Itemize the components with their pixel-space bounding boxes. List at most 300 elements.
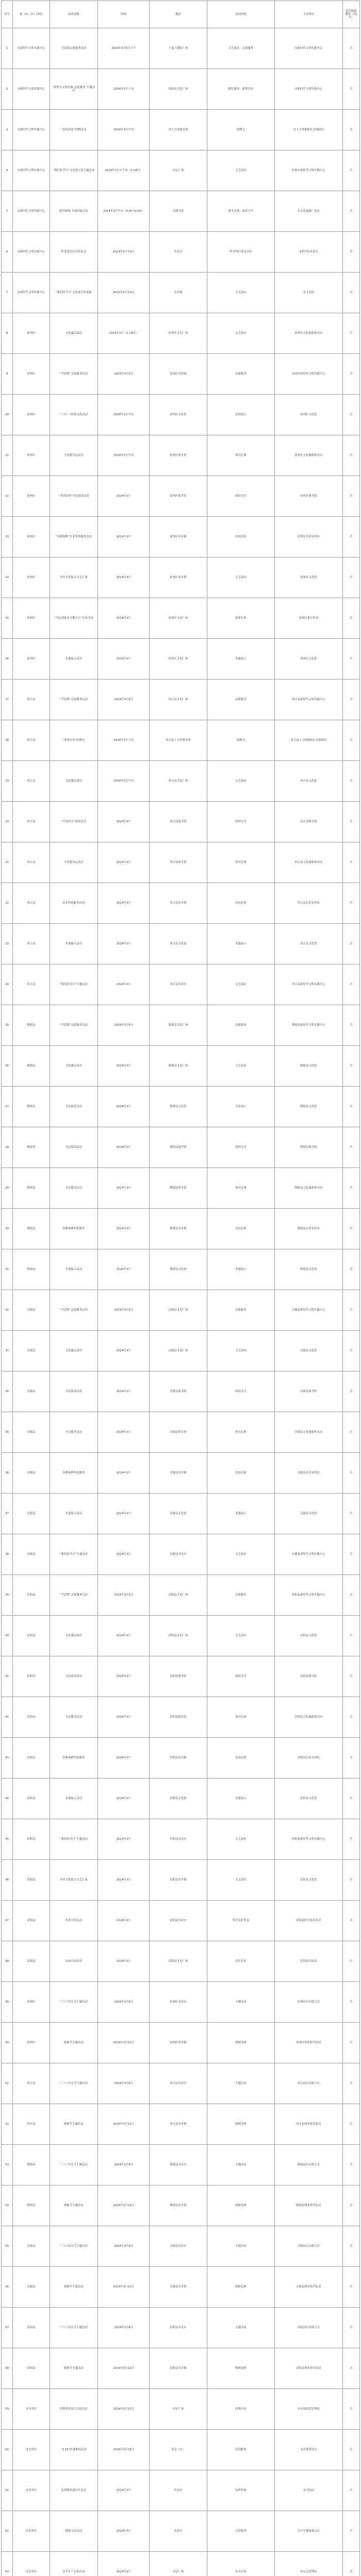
table-row [2, 2308, 360, 2348]
row-organizer: 泾源县文化馆 [275, 1494, 342, 1534]
row-time: 2024年3月 [98, 1941, 150, 1982]
row-location: 隆德县图书馆 [150, 1127, 207, 1168]
row-area: 隆德县 [13, 1249, 50, 1290]
row-area: 原州区 [13, 476, 50, 517]
row-time: 2024年3月 [98, 1901, 150, 1941]
table-row [2, 1738, 360, 1778]
row-number: 54 [2, 2185, 13, 2226]
row-time: 2024年3月 [98, 1453, 150, 1494]
row-organizer: 市市场监督管理局 [275, 2389, 342, 2430]
row-organizer: 市科学技术协会 [275, 232, 342, 273]
row-organizer: 西吉县人力资源和社会保障局 [275, 720, 342, 761]
row-number: 46 [2, 1860, 13, 1901]
row-activity-name: “三八”妇女节主题活动 [50, 2145, 98, 2185]
row-content: 志愿服务 [207, 1575, 274, 1616]
row-fee: 否 [342, 1982, 359, 2023]
row-area: 隆德县 [13, 1087, 50, 1127]
row-organizer: 隆德县文化旅游体育局 [275, 1168, 342, 1209]
row-fee: 否 [342, 924, 359, 964]
row-time: 2024年3月 [98, 2552, 150, 2576]
row-number: 19 [2, 761, 13, 802]
row-area: 原州区 [13, 598, 50, 639]
row-content: 志愿服务 [207, 1005, 274, 1046]
row-number: 7 [2, 273, 13, 313]
row-fee: 否 [342, 2511, 359, 2552]
row-time: 2024年3月8日 [98, 2145, 150, 2185]
row-number: 4 [2, 150, 13, 191]
table-row [2, 1249, 360, 1290]
row-area: 西吉县 [13, 964, 50, 1005]
row-time: 2024年3月5日 [98, 1575, 150, 1616]
row-number: 39 [2, 1575, 13, 1616]
row-fee: 否 [342, 313, 359, 354]
table-row [2, 1290, 360, 1331]
row-area: 市新时代文明实践中心 [13, 150, 50, 191]
row-content: 非遗展示 [207, 1249, 274, 1290]
row-organizer: 市应急管理局 [275, 2552, 342, 2576]
row-area: 彭阳县 [13, 1656, 50, 1697]
table-row [2, 476, 360, 517]
row-content: 图书交换、阅读分享 [207, 191, 274, 232]
row-number: 13 [2, 517, 13, 557]
header-content: 活动内容 [207, 1, 274, 28]
row-activity-name: 春耕备耕科技服务 [50, 1738, 98, 1778]
row-location: 泾源县文化馆 [150, 1494, 207, 1534]
row-number: 6 [2, 232, 13, 273]
row-location: 西吉县各乡镇 [150, 883, 207, 924]
row-location: 隆德县文化广场 [150, 1046, 207, 1087]
row-number: 15 [2, 598, 13, 639]
table-row [2, 2389, 360, 2430]
row-number: 49 [2, 1982, 13, 2023]
row-organizer: 泾源县文化旅游体育局 [275, 1412, 342, 1453]
row-fee: 否 [342, 1331, 359, 1371]
row-organizer: 彭阳县新时代文明实践中心 [275, 1575, 342, 1616]
row-fee: 否 [342, 842, 359, 883]
row-area: 市直单位 [13, 2470, 50, 2511]
row-location: 市人力资源市场 [150, 110, 207, 150]
row-activity-name: 全民健身运动会 [50, 842, 98, 883]
row-organizer: 西吉县新时代文明实践中心 [275, 964, 342, 1005]
row-location: 彭阳县体育馆 [150, 1697, 207, 1738]
row-content: 农技培训 [207, 517, 274, 557]
row-time: 2024年3月5日 [98, 1005, 150, 1046]
row-area: 彭阳县 [13, 1941, 50, 1982]
row-area: 市新时代文明实践中心 [13, 273, 50, 313]
row-location: 西吉县各乡镇 [150, 2104, 207, 2145]
row-fee: 否 [342, 2552, 359, 2576]
row-number: 52 [2, 2104, 13, 2145]
table-row [2, 680, 360, 720]
row-fee: 否 [342, 1534, 359, 1575]
row-content: 便民服务、政策宣传 [207, 69, 274, 110]
row-organizer: 彭阳县新时代文明实践中心 [275, 1819, 342, 1860]
row-content: 农技培训 [207, 883, 274, 924]
row-content: 志愿服务 [207, 1290, 274, 1331]
row-time: 2024年3月5日 [98, 680, 150, 720]
row-time: 2024年3月 [98, 1331, 150, 1371]
table-row [2, 1697, 360, 1738]
row-organizer: 固原市新时代文明实践中心 [275, 150, 342, 191]
row-activity-name: 春耕备耕科技服务 [50, 1453, 98, 1494]
row-fee: 否 [342, 232, 359, 273]
table-row [2, 1901, 360, 1941]
row-organizer: 市消费者协会 [275, 2430, 342, 2470]
row-content: 植树造林 [207, 2104, 274, 2145]
row-number: 10 [2, 395, 13, 435]
row-fee: 否 [342, 2470, 359, 2511]
table-row [2, 1575, 360, 1616]
row-content: 文艺演出 [207, 761, 274, 802]
row-activity-name: 非遗展示活动 [50, 924, 98, 964]
row-location: 宁夏大剧院广场 [150, 28, 207, 69]
table-row [2, 232, 360, 273]
row-area: 隆德县 [13, 1046, 50, 1087]
row-number: 36 [2, 1453, 13, 1494]
header-fee: 是否收取费用（是/否） [342, 1, 359, 28]
row-location: 彭阳县各乡镇 [150, 2348, 207, 2389]
row-location: 泾源县各乡镇 [150, 2267, 207, 2308]
table-row [2, 883, 360, 924]
table-row [2, 2185, 360, 2226]
row-time: 2024年3月上旬 [98, 720, 150, 761]
row-time: 2024年3月至4月 [98, 232, 150, 273]
row-fee: 否 [342, 557, 359, 598]
row-area: 西吉县 [13, 883, 50, 924]
row-number: 34 [2, 1371, 13, 1412]
row-location: 西吉县各社区 [150, 2063, 207, 2104]
row-fee: 否 [342, 964, 359, 1005]
row-organizer: 原州区文化旅游体育局 [275, 435, 342, 476]
row-content: 农技培训 [207, 1453, 274, 1494]
row-location: 彭阳县各社区 [150, 1819, 207, 1860]
row-location: 彭阳县各社区 [150, 1901, 207, 1941]
row-organizer: 市司法局 [275, 2470, 342, 2511]
row-activity-name: 安全生产宣传活动 [50, 2552, 98, 2576]
row-time: 2024年3月 [98, 1087, 150, 1127]
row-content: 主题活动 [207, 2063, 274, 2104]
row-area: 彭阳县 [13, 1738, 50, 1778]
row-area: 市直单位 [13, 2389, 50, 2430]
row-location: 原州区各乡镇 [150, 2023, 207, 2063]
row-time: 2024年3月8日 [98, 1982, 150, 2023]
row-organizer: 西吉县妇女联合会 [275, 2063, 342, 2104]
row-number: 11 [2, 435, 13, 476]
row-content: 科学知识普及宣传 [207, 232, 274, 273]
row-number: 57 [2, 2308, 13, 2348]
row-time: 2024年3月中旬（9:00-11:00） [98, 191, 150, 232]
row-activity-name: “三八”妇女节主题活动 [50, 2308, 98, 2348]
table-row [2, 2063, 360, 2104]
row-number: 18 [2, 720, 13, 761]
row-time: 2024年3月 [98, 924, 150, 964]
row-location: 泾源县文化广场 [150, 1331, 207, 1371]
row-number: 56 [2, 2267, 13, 2308]
row-location: 市民广场 [150, 2552, 207, 2576]
row-location: 隆德县各社区 [150, 2145, 207, 2185]
row-number: 20 [2, 802, 13, 842]
row-content: 主题活动 [207, 2145, 274, 2185]
row-time: 2024年3月 [98, 1778, 150, 1819]
row-fee: 否 [342, 1860, 359, 1901]
row-time: 2024年3月 [98, 1494, 150, 1534]
table-row [2, 1778, 360, 1819]
row-content: 植树造林 [207, 2023, 274, 2063]
row-content: 文艺演出 [207, 1819, 274, 1860]
row-location: 市图书馆 [150, 191, 207, 232]
row-area: 市直单位 [13, 2511, 50, 2552]
row-organizer: 西吉县农业农村局 [275, 883, 342, 924]
row-activity-name: 文化惠民演出 [50, 761, 98, 802]
row-content: 阅读分享 [207, 1656, 274, 1697]
row-number: 30 [2, 1209, 13, 1249]
row-time: 2024年3月 [98, 1819, 150, 1860]
row-time: 2024年3月5日上午 [98, 28, 150, 69]
row-activity-name: 全民阅读活动 [50, 1371, 98, 1412]
row-organizer: 隆德县妇女联合会 [275, 2145, 342, 2185]
row-content: 阅读分享 [207, 802, 274, 842]
row-fee: 否 [342, 273, 359, 313]
row-fee: 否 [342, 2430, 359, 2470]
row-fee: 否 [342, 1168, 359, 1209]
table-row [2, 802, 360, 842]
row-content: 植树造林 [207, 2267, 274, 2308]
table-row [2, 1982, 360, 2023]
row-content: 体育比赛 [207, 435, 274, 476]
row-location: 隆德县文化馆 [150, 1087, 207, 1127]
row-number: 47 [2, 1901, 13, 1941]
row-activity-name: 植树节主题活动 [50, 2104, 98, 2145]
table-row [2, 2226, 360, 2267]
row-content: 体育比赛 [207, 1412, 274, 1453]
row-content: 体育比赛 [207, 1697, 274, 1738]
header-area: 县（市、区）/单位 [13, 1, 50, 28]
row-area: 西吉县 [13, 924, 50, 964]
row-area: 原州区 [13, 639, 50, 680]
row-content: 招聘会 [207, 110, 274, 150]
row-organizer: 彭阳县文化馆 [275, 1778, 342, 1819]
table-row [2, 1941, 360, 1982]
row-content: 普法宣传 [207, 1941, 274, 1982]
row-area: 原州区 [13, 395, 50, 435]
row-fee: 否 [342, 354, 359, 395]
row-area: 西吉县 [13, 720, 50, 761]
row-content: 文艺演出 [207, 964, 274, 1005]
row-content: 体育比赛 [207, 842, 274, 883]
row-activity-name: 科普宣传活动 [50, 1901, 98, 1941]
row-content: 文艺演出 [207, 1534, 274, 1575]
row-area: 市新时代文明实践中心 [13, 110, 50, 150]
row-location: 西吉县图书馆 [150, 802, 207, 842]
row-number: 63 [2, 2552, 13, 2576]
row-number: 2 [2, 69, 13, 110]
row-organizer: 隆德县农业农村局 [275, 1209, 342, 1249]
row-time: 2024年3月 [98, 1656, 150, 1697]
row-fee: 否 [342, 1616, 359, 1656]
row-area: 隆德县 [13, 1168, 50, 1209]
row-content: 阅读分享 [207, 476, 274, 517]
row-location: 西吉县各社区 [150, 964, 207, 1005]
row-time: 2024年3月8日 [98, 2308, 150, 2348]
row-content: 体育比赛 [207, 1168, 274, 1209]
row-location: 西吉县文化广场 [150, 761, 207, 802]
row-organizer: 市文化旅游广电局 [275, 191, 342, 232]
row-number: 60 [2, 2430, 13, 2470]
row-content: 非遗展示 [207, 1494, 274, 1534]
row-time: 2024年3月5日 [98, 354, 150, 395]
row-organizer: 隆德县图书馆 [275, 1127, 342, 1168]
row-location: 西吉县体育馆 [150, 842, 207, 883]
row-fee: 否 [342, 1494, 359, 1534]
row-organizer: 西吉县图书馆 [275, 802, 342, 842]
row-organizer: 原州区新时代文明实践中心 [275, 354, 342, 395]
row-activity-name: 植树节主题活动 [50, 2023, 98, 2063]
header-row [2, 1, 360, 28]
row-activity-name: “学雷锋”志愿服务活动 [50, 680, 98, 720]
row-fee: 否 [342, 2063, 359, 2104]
row-number: 24 [2, 964, 13, 1005]
row-area: 彭阳县 [13, 2308, 50, 2348]
table-row [2, 1168, 360, 1209]
row-organizer: 彭阳县妇女联合会 [275, 2308, 342, 2348]
row-location: 各乡镇 [150, 273, 207, 313]
row-number: 43 [2, 1738, 13, 1778]
row-location: 原州区各乡镇 [150, 517, 207, 557]
table-row [2, 1819, 360, 1860]
row-fee: 否 [342, 476, 359, 517]
row-location: 市民广场 [150, 2389, 207, 2430]
row-time: 2024年3月 [98, 476, 150, 517]
row-activity-name: 科普进社区宣传活动 [50, 232, 98, 273]
table-row [2, 842, 360, 883]
row-time: 2024年3月 [98, 1249, 150, 1290]
row-fee: 否 [342, 2348, 359, 2389]
row-location: 各社区 [150, 2511, 207, 2552]
row-activity-name: 非遗展示活动 [50, 1778, 98, 1819]
row-time: 2024年3月 [98, 557, 150, 598]
row-organizer: 泾源县文化馆 [275, 1331, 342, 1371]
table-row [2, 1453, 360, 1494]
row-content: 招聘会 [207, 720, 274, 761]
row-activity-name: 法治宣传活动 [50, 1941, 98, 1982]
row-organizer: 泾源县新时代文明实践中心 [275, 1290, 342, 1331]
row-fee: 否 [342, 517, 359, 557]
row-fee: 否 [342, 1941, 359, 1982]
row-location: 西吉县人力资源市场 [150, 720, 207, 761]
row-content: 非遗展示 [207, 924, 274, 964]
table-row [2, 1209, 360, 1249]
row-fee: 否 [342, 2145, 359, 2185]
row-location: 隆德县各乡镇 [150, 2185, 207, 2226]
row-area: 泾源县 [13, 2226, 50, 2267]
row-activity-name: 乡村文化振兴文艺汇演 [50, 557, 98, 598]
row-fee: 否 [342, 1575, 359, 1616]
row-content: 文艺演出 [207, 1331, 274, 1371]
row-organizer: 市新时代文明实践中心 [275, 69, 342, 110]
row-activity-name: “三八”妇女节主题活动 [50, 2063, 98, 2104]
table-row [2, 720, 360, 761]
row-fee: 否 [342, 720, 359, 761]
row-time: 2024年3月中旬 [98, 395, 150, 435]
row-area: 原州区 [13, 517, 50, 557]
row-organizer: 泾源县图书馆 [275, 1371, 342, 1412]
row-content: 民俗展示 [207, 395, 274, 435]
row-location: 隆德县各乡镇 [150, 1209, 207, 1249]
row-number: 33 [2, 1331, 13, 1371]
row-location: 泾源县体育馆 [150, 1412, 207, 1453]
row-fee: 否 [342, 1412, 359, 1453]
row-number: 53 [2, 2145, 13, 2185]
row-area: 彭阳县 [13, 2348, 50, 2389]
row-location: 原州区各乡镇 [150, 557, 207, 598]
row-activity-name: “书香原州”全民阅读活动 [50, 476, 98, 517]
row-number: 22 [2, 883, 13, 924]
row-time: 2024年3月 [98, 517, 150, 557]
row-activity-name: 春耕备耕科技服务 [50, 1209, 98, 1249]
row-location: 固原市文化广场 [150, 69, 207, 110]
row-organizer: 隆德县新时代文明实践中心 [275, 1005, 342, 1046]
row-area: 西吉县 [13, 761, 50, 802]
row-area: 市新时代文明实践中心 [13, 28, 50, 69]
table-row [2, 2348, 360, 2389]
row-organizer: 市文化馆 [275, 273, 342, 313]
row-number: 58 [2, 2348, 13, 2389]
row-fee: 否 [342, 2104, 359, 2145]
row-number: 51 [2, 2063, 13, 2104]
row-fee: 否 [342, 883, 359, 924]
row-activity-name: 书法展览活动 [50, 1087, 98, 1127]
row-content: 阅读分享 [207, 1127, 274, 1168]
header-time: 时间 [98, 1, 150, 28]
row-number: 31 [2, 1249, 13, 1290]
row-organizer: 彭阳县文化旅游体育局 [275, 1697, 342, 1738]
table-row [2, 2511, 360, 2552]
row-time: 2024年3月 [98, 964, 150, 1005]
row-time: 2024年3月15日 [98, 2430, 150, 2470]
row-time: 2024年3月 [98, 883, 150, 924]
row-number: 9 [2, 354, 13, 395]
row-area: 西吉县 [13, 842, 50, 883]
row-location: 各社区 [150, 2470, 207, 2511]
row-activity-name: 图书漂流·书香固原活动 [50, 191, 98, 232]
row-organizer: 泾源县新时代文明实践中心 [275, 1534, 342, 1575]
row-fee: 否 [342, 1249, 359, 1290]
row-organizer: 原州区文化馆 [275, 557, 342, 598]
table-row [2, 1412, 360, 1453]
row-location: 彭阳县各乡镇 [150, 1738, 207, 1778]
row-content: 植树造林 [207, 2185, 274, 2226]
row-fee: 否 [342, 110, 359, 150]
row-activity-name: “学雷锋”志愿服务活动 [50, 354, 98, 395]
row-time: 2024年3月 [98, 1168, 150, 1209]
row-location: 隆德县体育馆 [150, 1168, 207, 1209]
row-area: 彭阳县 [13, 1778, 50, 1819]
row-content: 法律咨询 [207, 2470, 274, 2511]
header-activity-name: 活动名称 [50, 1, 98, 28]
row-area: 市新时代文明实践中心 [13, 232, 50, 273]
row-time: 2024年3月 [98, 1860, 150, 1901]
row-content: 政策宣传 [207, 598, 274, 639]
row-content: 农技培训 [207, 1209, 274, 1249]
row-fee: 否 [342, 1697, 359, 1738]
row-organizer: 彭阳县文化馆 [275, 1860, 342, 1901]
row-fee: 否 [342, 1046, 359, 1087]
row-time: 2024年3月 [98, 2511, 150, 2552]
row-organizer: 西吉县文化旅游体育局 [275, 842, 342, 883]
row-location: 各县（区） [150, 2430, 207, 2470]
row-time: 2024年3月 [98, 639, 150, 680]
row-area: 彭阳县 [13, 1575, 50, 1616]
